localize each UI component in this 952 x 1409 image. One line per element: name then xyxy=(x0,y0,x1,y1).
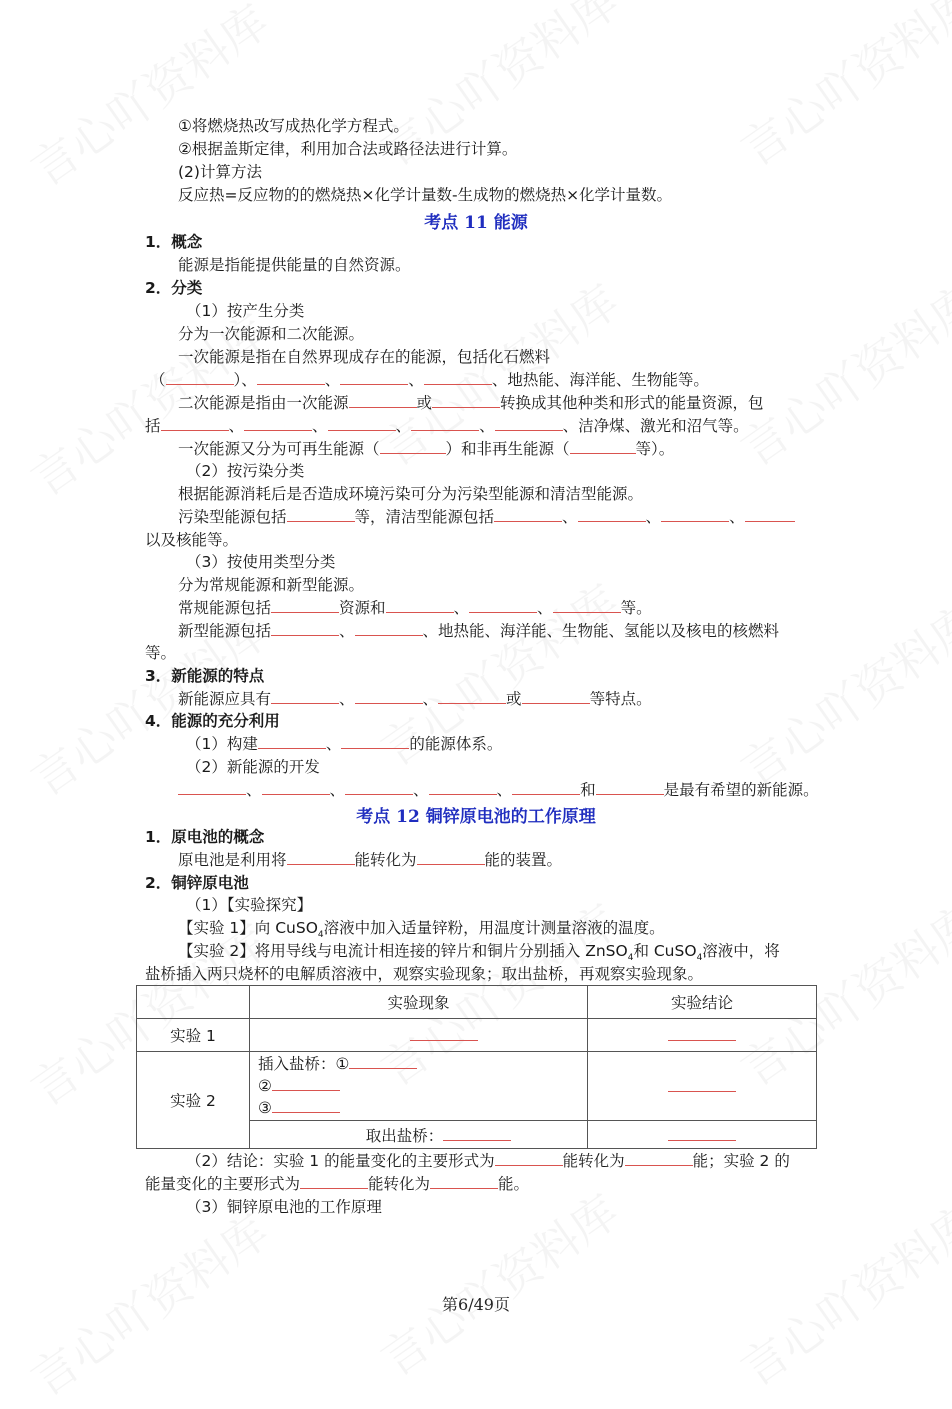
fill-blank-line: （2）结论：实验 1 的能量变化的主要形式为 能转化为 能；实验 2 的 xyxy=(186,1152,790,1170)
table-header-cell: 实验现象 xyxy=(250,986,588,1019)
fill-blank-line: （ ）、 、 、 、地热能、海洋能、生物能等。 xyxy=(150,371,709,389)
blank[interactable] xyxy=(340,369,408,385)
blank[interactable] xyxy=(272,1075,340,1091)
blank[interactable] xyxy=(411,415,479,431)
text-line: 分为一次能源和二次能源。 xyxy=(178,325,365,343)
table-cell xyxy=(588,1019,817,1052)
table-cell xyxy=(588,1121,817,1149)
blank[interactable] xyxy=(522,688,590,704)
blank[interactable] xyxy=(424,369,492,385)
fill-blank-line: 一次能源又分为可再生能源（ ）和非再生能源（ 等）。 xyxy=(178,440,675,458)
blank[interactable] xyxy=(349,392,417,408)
text-line: 【实验 1】向 CuSO$_4$溶液中加入适量锌粉，用温度计测量溶液的温度。 xyxy=(178,919,665,941)
subsection-title: 4．能源的充分利用 xyxy=(145,712,280,730)
blank[interactable] xyxy=(287,849,355,865)
blank[interactable] xyxy=(271,620,339,636)
text-line: 盐桥插入两只烧杯的电解质溶液中，观察实验现象；取出盐桥，再观察实验现象。 xyxy=(145,965,704,983)
blank[interactable] xyxy=(430,1173,498,1189)
subsection-title: 3．新能源的特点 xyxy=(145,667,265,685)
blank[interactable] xyxy=(300,1173,368,1189)
blank[interactable] xyxy=(386,597,454,613)
fill-blank-line: （1）构建 、 的能源体系。 xyxy=(186,735,503,753)
blank[interactable] xyxy=(668,1125,736,1141)
text-line: 以及核能等。 xyxy=(145,531,239,549)
blank[interactable] xyxy=(495,1150,563,1166)
blank[interactable] xyxy=(570,438,636,454)
blank[interactable] xyxy=(410,1025,478,1041)
table-header-cell: 实验结论 xyxy=(588,986,817,1019)
table-row xyxy=(137,1052,817,1121)
page-number: 第6/49页 xyxy=(442,1295,510,1314)
subsection-title: 2．分类 xyxy=(145,279,203,297)
blank[interactable] xyxy=(432,392,500,408)
blank[interactable] xyxy=(469,597,537,613)
blank[interactable] xyxy=(355,620,423,636)
section-heading: 考点 12 铜锌原电池的工作原理 xyxy=(356,807,596,827)
text-line: （2）新能源的开发 xyxy=(186,758,320,776)
table-cell xyxy=(250,1019,588,1052)
fill-blank-line: 能量变化的主要形式为 能转化为 能。 xyxy=(145,1175,530,1193)
blank[interactable] xyxy=(380,438,446,454)
fill-blank-line: 污染型能源包括 等，清洁型能源包括 、 、 、 xyxy=(178,506,795,529)
blank[interactable] xyxy=(178,779,246,795)
blank[interactable] xyxy=(341,733,409,749)
blank[interactable] xyxy=(161,415,229,431)
blank[interactable] xyxy=(745,506,795,522)
blank[interactable] xyxy=(429,779,497,795)
blank[interactable] xyxy=(271,688,339,704)
blank[interactable] xyxy=(262,779,330,795)
blank[interactable] xyxy=(661,506,729,522)
blank[interactable] xyxy=(244,415,312,431)
text-line: ②根据盖斯定律，利用加合法或路径法进行计算。 xyxy=(178,140,518,158)
text-line: （3）按使用类型分类 xyxy=(186,553,336,571)
blank[interactable] xyxy=(578,506,646,522)
text-line: （2）按污染分类 xyxy=(186,462,305,480)
table-header-row xyxy=(137,986,817,1019)
blank[interactable] xyxy=(417,849,485,865)
text-line: （1）【实验探究】 xyxy=(186,896,313,914)
text-line: （3）铜锌原电池的工作原理 xyxy=(186,1198,382,1216)
blank[interactable] xyxy=(625,1150,693,1166)
blank[interactable] xyxy=(668,1076,736,1092)
blank[interactable] xyxy=(287,506,355,522)
blank[interactable] xyxy=(166,369,234,385)
fill-blank-line: 常规能源包括 资源和 、 、 等。 xyxy=(178,599,652,617)
blank[interactable] xyxy=(257,369,325,385)
blank[interactable] xyxy=(443,1125,511,1141)
experiment-table xyxy=(136,985,817,1149)
text-line: (2)计算方法 xyxy=(178,163,262,181)
blank[interactable] xyxy=(272,1097,340,1113)
subsection-title: 1．概念 xyxy=(145,233,203,251)
text-line: 分为常规能源和新型能源。 xyxy=(178,576,365,594)
blank[interactable] xyxy=(355,688,423,704)
text-line: ①将燃烧热改写成热化学方程式。 xyxy=(178,117,409,135)
text-line: 等。 xyxy=(145,644,177,662)
fill-blank-line: 新能源应具有 、 、 或 等特点。 xyxy=(178,690,652,708)
row-label: 实验 1 xyxy=(137,1019,250,1052)
fill-blank-line: 括 、 、 、 、 、洁净煤、激光和沼气等。 xyxy=(145,417,749,435)
subsection-title: 1．原电池的概念 xyxy=(145,828,265,846)
text-line: 一次能源是指在自然界现成存在的能源，包括化石燃料 xyxy=(178,348,551,366)
blank[interactable] xyxy=(345,779,413,795)
text-line: （1）按产生分类 xyxy=(186,302,305,320)
fill-blank-line: 原电池是利用将 能转化为 能的装置。 xyxy=(178,851,563,869)
table-header-cell xyxy=(137,986,250,1019)
blank[interactable] xyxy=(349,1053,417,1069)
blank[interactable] xyxy=(668,1025,736,1041)
table-row xyxy=(137,1019,817,1052)
blank[interactable] xyxy=(494,506,562,522)
blank[interactable] xyxy=(438,688,506,704)
row-label: 实验 2 xyxy=(137,1052,250,1149)
text-line: 能源是指能提供能量的自然资源。 xyxy=(178,256,411,274)
blank[interactable] xyxy=(596,779,664,795)
section-heading: 考点 11 能源 xyxy=(424,213,528,233)
blank[interactable] xyxy=(553,597,621,613)
text-line: 根据能源消耗后是否造成环境污染可分为污染型能源和清洁型能源。 xyxy=(178,485,644,503)
blank[interactable] xyxy=(258,733,326,749)
text-line: 【实验 2】将用导线与电流计相连接的锌片和铜片分别插入 ZnSO$_4$和 CuSO$_4$溶液中，将 xyxy=(178,942,780,964)
blank[interactable] xyxy=(495,415,563,431)
blank[interactable] xyxy=(271,597,339,613)
blank[interactable] xyxy=(512,779,580,795)
fill-blank-line: 新型能源包括 、 、地热能、海洋能、生物能、氢能以及核电的核燃料 xyxy=(178,622,780,640)
fill-blank-line: 、 、 、 、 和 是最有希望的新能源。 xyxy=(178,779,819,802)
fill-blank-line: 二次能源是指由一次能源 或 转换成其他种类和形式的能量资源，包 xyxy=(178,394,764,412)
table-cell: 插入盐桥：① ② ③ xyxy=(250,1052,588,1121)
table-cell: 取出盐桥： xyxy=(250,1121,588,1149)
blank[interactable] xyxy=(328,415,396,431)
subsection-title: 2．铜锌原电池 xyxy=(145,874,249,892)
text-line: 反应热=反应物的的燃烧热×化学计量数-生成物的燃烧热×化学计量数。 xyxy=(178,186,673,204)
table-cell xyxy=(588,1052,817,1121)
